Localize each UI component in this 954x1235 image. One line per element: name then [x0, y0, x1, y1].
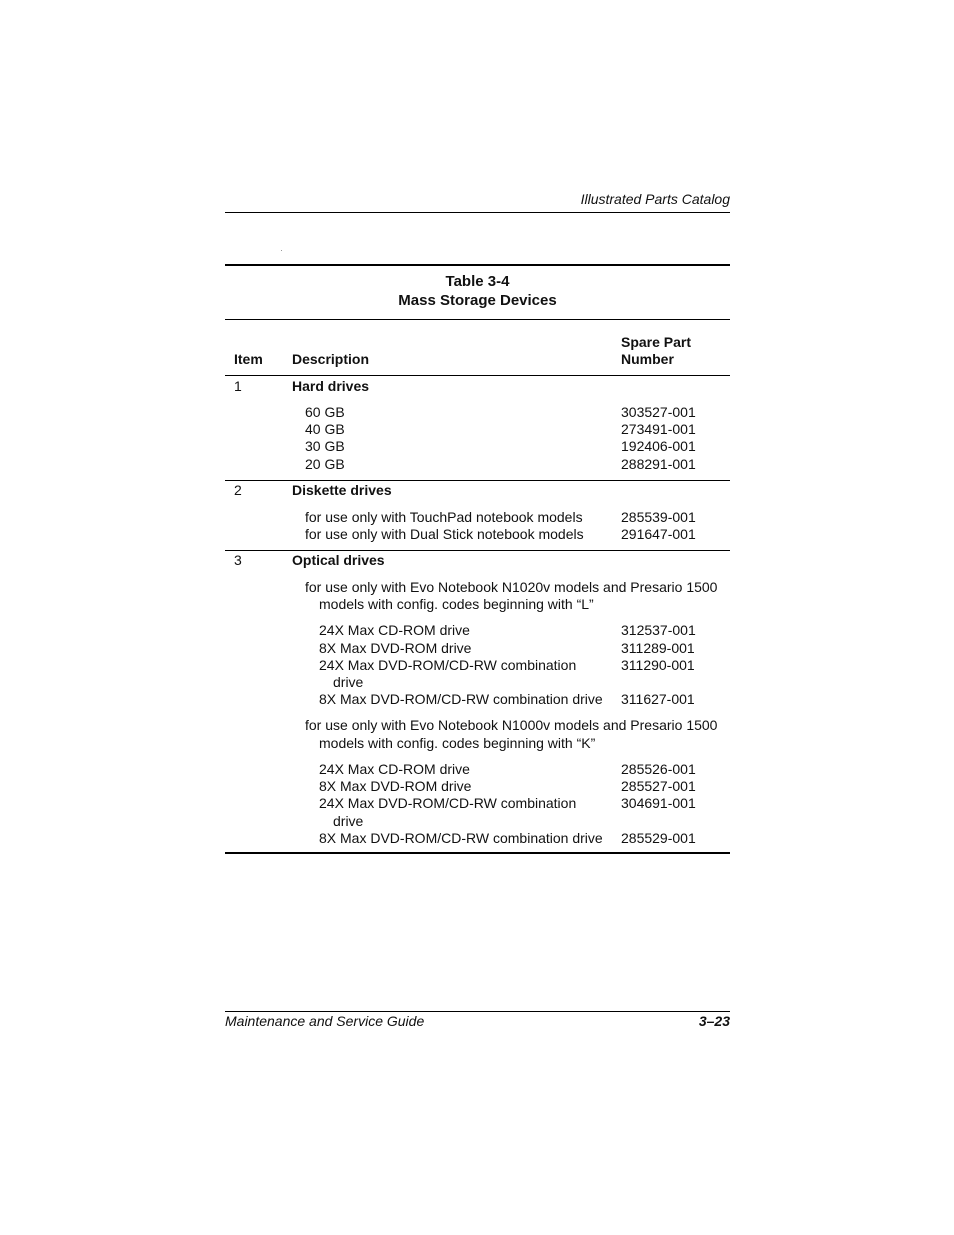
- part-description: 24X Max CD-ROM drive: [319, 761, 470, 777]
- table-title: Mass Storage Devices: [398, 292, 557, 309]
- part-number: 273491-001: [621, 421, 696, 437]
- part-number: 303527-001: [621, 404, 696, 420]
- part-number: 288291-001: [621, 456, 696, 472]
- stray-mark: [281, 250, 282, 251]
- column-header-part-line1: Spare Part: [621, 334, 692, 350]
- part-number: 311627-001: [621, 691, 695, 707]
- part-description: for use only with TouchPad notebook models: [305, 509, 583, 525]
- group-note: for use only with Evo Notebook N1000v models and Presario 1500: [305, 717, 718, 733]
- row-separator: [225, 550, 730, 551]
- part-number: 285539-001: [621, 509, 696, 525]
- part-number: 304691-001: [621, 795, 696, 811]
- part-number: 311289-001: [621, 640, 695, 656]
- part-number: 285527-001: [621, 778, 696, 794]
- row-item-number: 1: [234, 378, 242, 394]
- part-description: 40 GB: [305, 421, 345, 437]
- part-number: 285529-001: [621, 830, 696, 846]
- row-category: Optical drives: [292, 552, 385, 568]
- part-number: 312537-001: [621, 622, 696, 638]
- part-description-continued: drive: [333, 813, 364, 829]
- column-header-description: Description: [292, 351, 370, 367]
- part-description: 20 GB: [305, 456, 345, 472]
- part-description-continued: drive: [333, 674, 364, 690]
- footer-rule: [225, 1011, 730, 1012]
- part-description: 24X Max CD-ROM drive: [319, 622, 470, 638]
- page-number: 3–23: [698, 1013, 730, 1029]
- column-header-part-line2: Number: [621, 351, 674, 367]
- row-separator: [225, 480, 730, 481]
- part-description: for use only with Dual Stick notebook models: [305, 526, 584, 542]
- part-number: 192406-001: [621, 438, 696, 454]
- caption-rule: [225, 319, 730, 320]
- table-number: Table 3-4: [445, 273, 510, 290]
- part-description: 60 GB: [305, 404, 345, 420]
- part-description: 8X Max DVD-ROM drive: [319, 778, 472, 794]
- group-note: models with config. codes beginning with “L”: [319, 596, 594, 612]
- part-description: 24X Max DVD-ROM/CD-RW combination: [319, 657, 577, 673]
- row-category: Hard drives: [292, 378, 370, 394]
- header-rule: [225, 212, 730, 213]
- row-item-number: 3: [234, 552, 242, 568]
- part-description: 8X Max DVD-ROM drive: [319, 640, 472, 656]
- part-number: 311290-001: [621, 657, 695, 673]
- table-bottom-rule: [225, 852, 730, 854]
- running-header: Illustrated Parts Catalog: [580, 191, 730, 207]
- header-bottom-rule: [225, 375, 730, 376]
- footer-guide-title: Maintenance and Service Guide: [225, 1013, 425, 1029]
- group-note: for use only with Evo Notebook N1020v models and Presario 1500: [305, 579, 718, 595]
- part-number: 291647-001: [621, 526, 696, 542]
- part-description: 8X Max DVD-ROM/CD-RW combination drive: [319, 691, 603, 707]
- part-number: 285526-001: [621, 761, 696, 777]
- row-category: Diskette drives: [292, 482, 392, 498]
- part-description: 30 GB: [305, 438, 345, 454]
- group-note: models with config. codes beginning with “K”: [319, 735, 596, 751]
- part-description: 8X Max DVD-ROM/CD-RW combination drive: [319, 830, 603, 846]
- row-item-number: 2: [234, 482, 242, 498]
- table-top-rule: [225, 264, 730, 266]
- part-description: 24X Max DVD-ROM/CD-RW combination: [319, 795, 577, 811]
- column-header-item: Item: [234, 351, 263, 367]
